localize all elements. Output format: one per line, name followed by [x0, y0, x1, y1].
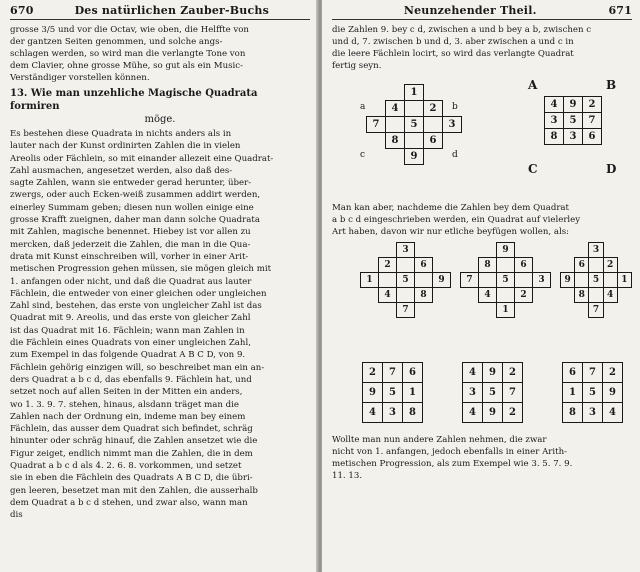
label-c: c [360, 150, 366, 160]
square-cell: 7 [583, 363, 603, 383]
text-line: Zahl sind, bestehen, das erste von ungleicher Zahl ist das [10, 301, 262, 312]
blank-cell [497, 258, 515, 273]
diamond-cell: 1 [497, 303, 515, 318]
label-C: C [528, 162, 538, 176]
text-line: der gantzen Seiten genommen, und solche angs- [10, 37, 223, 47]
text-line: 1. anfangen oder nicht, und daß die Quadrat aus lauter [10, 276, 252, 287]
diamond-figure [366, 84, 462, 165]
square-cell: 2 [583, 97, 602, 113]
empty-slot [617, 303, 631, 318]
text-line: sie in eben die Fächlein des Quadrats A B C D, die übri- [10, 473, 253, 484]
diamond-cell: 8 [415, 288, 433, 303]
label-A: A [528, 78, 538, 92]
square-cell: 6 [403, 363, 423, 383]
diamond-cell: 9 [497, 243, 515, 258]
diamond-cell: 1 [617, 273, 631, 288]
empty-slot [415, 243, 433, 258]
blank-cell [397, 288, 415, 303]
text-line: Wollte man nun andere Zahlen nehmen, die zwar [332, 435, 547, 445]
blank-cell [479, 273, 497, 288]
square-cell: 2 [503, 363, 523, 383]
empty-slot [361, 303, 379, 318]
text-line: grosse Krafft zueignen, daher man dann solche Quadrata [10, 215, 260, 226]
text-line: hinunter oder schräg hinauf, die Zahlen ansetzet wie die [10, 436, 258, 447]
text-line: Areolis oder Fächlein, so mit einander allezeit eine Quadrat- [10, 153, 274, 164]
text-line: zum Exempel in das folgende Quadrat A B C D, von 9. [10, 350, 246, 361]
empty-slot [575, 243, 589, 258]
square-cell: 9 [603, 383, 623, 403]
blank-cell [575, 273, 589, 288]
diamond-cell: 1 [361, 273, 379, 288]
diamond-cell: 6 [575, 258, 589, 273]
square-cell: 3 [564, 129, 583, 145]
diamond-cell: 2 [424, 101, 443, 117]
square-cell: 3 [383, 403, 403, 423]
text-line: und d, 7. zwischen b und d, 3. aber zwischen a und c in [332, 37, 574, 47]
empty-slot [561, 243, 575, 258]
diamond-cell: 5 [589, 273, 603, 288]
empty-slot [533, 303, 551, 318]
square-cell: 2 [603, 363, 623, 383]
empty-slot [479, 303, 497, 318]
label-d: d [452, 150, 458, 160]
diamond-cell: 3 [443, 117, 462, 133]
magic-square [362, 362, 423, 423]
empty-slot [603, 303, 617, 318]
empty-slot [461, 243, 479, 258]
square-cell: 9 [564, 97, 583, 113]
diamond-cell: 8 [479, 258, 497, 273]
text-line: Fächlein gehörig einzigen will, so beschreibet man ein an- [10, 362, 265, 373]
diamond-cell: 5 [497, 273, 515, 288]
text-line: gen leeren, besetzet man mit den Zahlen, die ausserhalb [10, 485, 258, 496]
blank-cell [397, 258, 415, 273]
label-D: D [606, 162, 617, 176]
right-top-text [332, 24, 632, 72]
diamond-cell: 4 [379, 288, 397, 303]
square-cell: 7 [503, 383, 523, 403]
text-line: Fächlein, die entweder von einer gleichen oder ungleichen [10, 288, 267, 299]
square-cell: 5 [383, 383, 403, 403]
empty-slot [561, 303, 575, 318]
diamond-cell: 4 [386, 101, 405, 117]
text-line: Fächlein, das ausser dem Quadrat sich befindet, schräg [10, 424, 253, 435]
square-cell: 5 [583, 383, 603, 403]
section-heading: 13. Wie man unzehliche Magische Quadrata formiren möge. [10, 88, 258, 125]
small-diamond-figure [360, 242, 451, 318]
empty-slot [415, 303, 433, 318]
diamond-cell: 9 [561, 273, 575, 288]
text-line: a b c d eingeschrieben werden, ein Quadrat auf vielerley [332, 215, 581, 225]
text-line: sagte Zahlen, wann sie entweder gerad herunter, über- [10, 178, 252, 189]
diamond-cell: 9 [433, 273, 451, 288]
square-cell: 5 [483, 383, 503, 403]
empty-slot [515, 303, 533, 318]
diamond-cell: 1 [405, 85, 424, 101]
square-cell: 7 [383, 363, 403, 383]
square-cell: 8 [403, 403, 423, 423]
left-running-title: Des natürlichen Zauber-Buchs [74, 4, 269, 17]
diamond-cell: 3 [589, 243, 603, 258]
empty-slot [603, 243, 617, 258]
text-line: Figur zeiget, endlich nimmt man die Zahlen, die in dem [10, 448, 253, 459]
empty-slot [533, 243, 551, 258]
empty-slot [617, 288, 631, 303]
diamond-cell: 3 [397, 243, 415, 258]
diamond-cell: 7 [367, 117, 386, 133]
diamond-cell: 2 [379, 258, 397, 273]
text-line: grosse 3/5 und vor die Octav, wie oben, die Helffte von [10, 25, 249, 35]
square-cell: 2 [503, 403, 523, 423]
empty-slot [433, 243, 451, 258]
empty-slot [379, 303, 397, 318]
text-line: Art haben, davon wir nur etliche beyfügen wollen, als: [332, 227, 570, 237]
square-cell: 4 [363, 403, 383, 423]
empty-slot [433, 303, 451, 318]
text-line: fertig seyn. [332, 61, 382, 71]
text-line: ist das Quadrat mit 16. Fächlein; wann man Zahlen in [10, 325, 245, 336]
text-line: Man kan aber, nachdeme die Zahlen bey dem Quadrat [332, 203, 570, 213]
square-cell: 3 [583, 403, 603, 423]
left-page [0, 0, 318, 572]
square-cell: 2 [363, 363, 383, 383]
diamond-cell: 2 [515, 288, 533, 303]
right-bottom-text [332, 434, 632, 482]
square-cell: 4 [463, 403, 483, 423]
text-line: 11. 13. [332, 471, 363, 481]
empty-slot [361, 288, 379, 303]
text-line: dem Clavier, ohne grosse Mühe, so gut als ein Music- [10, 61, 243, 71]
text-line: setzet noch auf allen Seiten in der Mitten ein anders, [10, 387, 243, 398]
square-cell: 8 [563, 403, 583, 423]
empty-slot [561, 288, 575, 303]
diamond-cell: 6 [415, 258, 433, 273]
square-cell: 9 [483, 363, 503, 383]
square-cell: 6 [563, 363, 583, 383]
big-squares-row [332, 356, 632, 434]
blank-cell [589, 258, 603, 273]
square-cell: 4 [463, 363, 483, 383]
empty-slot [617, 243, 631, 258]
figure-construction [332, 78, 632, 198]
text-line: die Fächlein eines Quadrats von einer ungleichen Zahl, [10, 338, 251, 349]
text-line: dem Quadrat a b c d stehen, und zwar also, wann man [10, 497, 248, 508]
empty-slot [461, 288, 479, 303]
text-line: schlagen werden, so wird man die verlangte Tone von [10, 49, 246, 59]
text-line: nicht von 1. anfangen, jedoch ebenfalls in einer Arith- [332, 447, 568, 457]
text-line: Zahl ausmachen, angesetzet werden, also daß des- [10, 165, 233, 176]
empty-slot [515, 243, 533, 258]
left-intro-text [10, 24, 310, 84]
text-line: wo 1. 3. 9. 7. stehen, hinaus, alsdann träget man die [10, 399, 239, 410]
diamond-cell: 4 [603, 288, 617, 303]
blank-cell [515, 273, 533, 288]
empty-slot [433, 258, 451, 273]
left-body-text [10, 128, 310, 522]
small-figures-row [332, 238, 632, 356]
square-cell: 1 [563, 383, 583, 403]
diamond-cell: 6 [424, 133, 443, 149]
right-page-number: 671 [608, 4, 632, 17]
empty-slot [479, 243, 497, 258]
square-cell: 9 [483, 403, 503, 423]
square-cell: 3 [463, 383, 483, 403]
diamond-cell: 9 [405, 149, 424, 165]
text-line: Quadrat a b c d als 4. 2. 6. 8. vorkommen, und setzet [10, 461, 242, 472]
diamond-cell: 5 [405, 117, 424, 133]
right-page [322, 0, 640, 572]
text-line: mit Zahlen, magische benennet. Hiebey ist vor allen zu [10, 227, 251, 238]
text-line: Es bestehen diese Quadrata in nichts anders als in [10, 129, 232, 139]
square-cell: 5 [564, 113, 583, 129]
empty-slot [379, 243, 397, 258]
label-a: a [360, 102, 366, 112]
text-line: zwergs, oder auch Ecken-weiß zusammen addirt werden, [10, 190, 261, 201]
blank-cell [497, 288, 515, 303]
label-B: B [606, 78, 617, 92]
square-cell: 7 [583, 113, 602, 129]
diamond-cell: 8 [386, 133, 405, 149]
left-page-number: 670 [10, 4, 34, 17]
empty-slot [361, 258, 379, 273]
text-line: drata mit Kunst einschreiben will, vorher in einer Arit- [10, 251, 249, 262]
empty-slot [461, 303, 479, 318]
text-line: einerley Summam geben; diesen nun wollen einige eine [10, 202, 254, 213]
text-line: metischen Progression gehen müssen, sie mögen gleich mit [10, 264, 272, 275]
empty-slot [533, 288, 551, 303]
diamond-cell: 5 [397, 273, 415, 288]
blank-cell [415, 273, 433, 288]
diamond-cell: 4 [479, 288, 497, 303]
empty-slot [575, 303, 589, 318]
small-diamond-figure [560, 242, 632, 318]
magic-square-ABCD [544, 96, 602, 145]
diamond-cell: 2 [603, 258, 617, 273]
text-line: die Zahlen 9. bey c d, zwischen a und b bey a b, zwischen c [332, 25, 592, 35]
text-line: lauter nach der Kunst ordinirten Zahlen die in vielen [10, 141, 241, 152]
magic-square [462, 362, 523, 423]
empty-slot [561, 258, 575, 273]
text-line: Zahlen nach der Ordnung ein, indeme man bey einem [10, 411, 246, 422]
diamond-cell: 7 [589, 303, 603, 318]
magic-square [562, 362, 623, 423]
square-cell: 3 [545, 113, 564, 129]
square-cell: 8 [545, 129, 564, 145]
text-line: die leere Fächlein locirt, so wird das verlangte Quadrat [332, 49, 574, 59]
diamond-cell: 3 [533, 273, 551, 288]
right-running-title: Neunzehender Theil. [403, 4, 537, 17]
blank-cell [589, 288, 603, 303]
blank-cell [603, 273, 617, 288]
text-line: dis [10, 510, 23, 521]
label-b: b [452, 102, 458, 112]
square-cell: 6 [583, 129, 602, 145]
diamond-cell: 7 [461, 273, 479, 288]
text-line: ders Quadrat a b c d, das ebenfalls 9. Fächlein hat, und [10, 374, 252, 385]
right-middle-text [332, 202, 632, 238]
square-cell: 1 [403, 383, 423, 403]
square-cell: 4 [545, 97, 564, 113]
empty-slot [461, 258, 479, 273]
diamond-cell: 6 [515, 258, 533, 273]
small-diamond-figure [460, 242, 551, 318]
text-line: metischen Progression, als zum Exempel wie 3. 5. 7. 9. [332, 459, 573, 469]
empty-slot [361, 243, 379, 258]
diamond-cell: 8 [575, 288, 589, 303]
text-line: Verständiger vorstellen können. [10, 73, 150, 83]
empty-slot [533, 258, 551, 273]
blank-cell [379, 273, 397, 288]
square-cell: 4 [603, 403, 623, 423]
diamond-cell: 7 [397, 303, 415, 318]
left-page-header [10, 4, 310, 20]
square-cell: 9 [363, 383, 383, 403]
text-line: mercken, daß jederzeit die Zahlen, die man in die Qua- [10, 239, 251, 250]
text-line: Quadrat mit 9. Areolis, und das erste von gleicher Zahl [10, 313, 251, 324]
empty-slot [433, 288, 451, 303]
empty-slot [617, 258, 631, 273]
right-page-header [332, 4, 632, 20]
